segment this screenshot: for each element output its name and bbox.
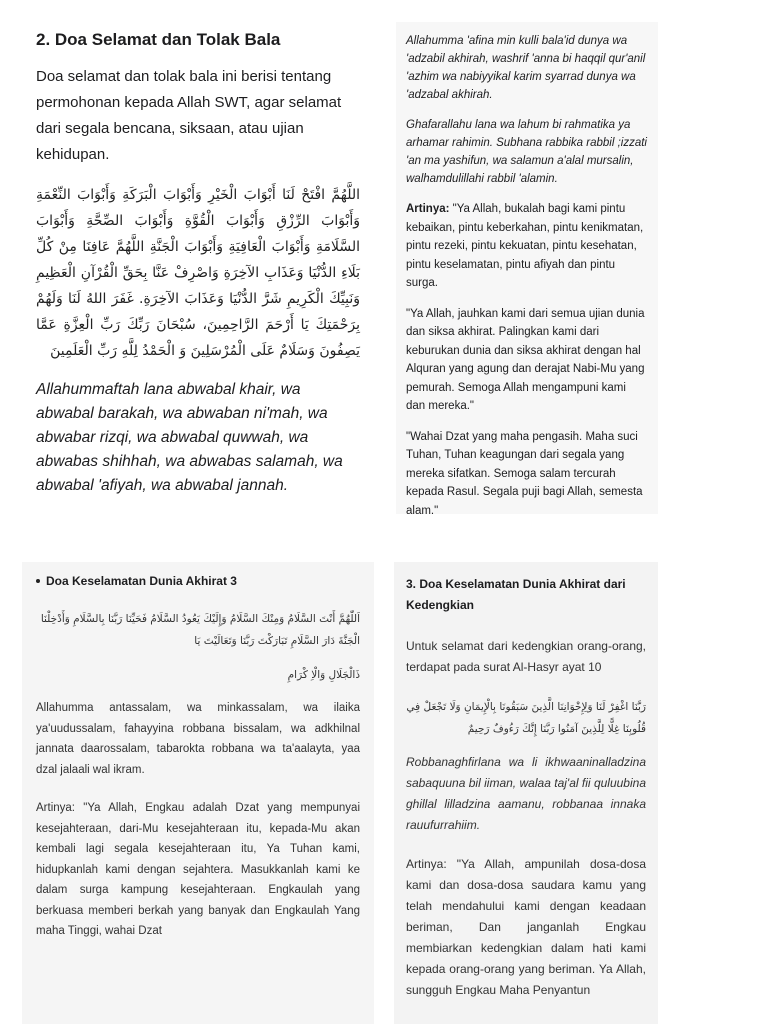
section-heading: 2. Doa Selamat dan Tolak Bala bbox=[36, 30, 281, 49]
meaning: Artinya: "Ya Allah, ampunilah dosa-dosa kami dan dosa-dosa saudara kamu yang telah mendahului kami dengan keadaan beriman, Dan janganlah Engkau membiarkan kedengkian dalam hati kami kepada orang-orang yang beriman. Ya Allah, sungguh Engkau Maha Penyantun bbox=[406, 857, 646, 997]
section-intro: Untuk selamat dari kedengkian orang-orang, terdapat pada surat Al-Hasyr ayat 10 bbox=[406, 639, 646, 674]
transliteration-part-2: Ghafarallahu lana wa lahum bi rahmatika ya arhamar rahimin. Subhana rabbika rabbil ;izzati 'an ma yashifun, wa salamun a'alal mursalin, walhamdulillahi rabbil 'alamin. bbox=[406, 119, 647, 185]
bullet-icon bbox=[36, 579, 40, 583]
section-heading: 3. Doa Keselamatan Dunia Akhirat dari Kedengkian bbox=[406, 577, 626, 612]
bullet-heading-text: Doa Keselamatan Dunia Akhirat 3 bbox=[46, 574, 237, 588]
meaning-text-1: "Ya Allah, bukalah bagi kami pintu kebaikan, pintu keberkahan, pintu kenikmatan, pintu rezeki, pintu kekuatan, pintu kesehatan, pintu keselamatan, pintu afiyah dan pintu surga. bbox=[406, 203, 644, 289]
arabic-prayer: اَللّٰهُمَّ أَنْتَ السَّلَامُ وَمِنْكَ السَّلَامُ وَإِلَيْكَ يَعُودُ السَّلَامُ فَحَيِّنَا رَبَّنَا بِالسَّلَامِ وَأَدْخِلْنَا الْجَنَّةَ دَارَ السَّلَامِ تَبَارَكْتَ رَبَّنَا وَتَعَالَيْتَ يَا bbox=[40, 613, 360, 647]
section-doa-selamat bbox=[22, 18, 374, 518]
arabic-prayer: رَبَّنَا اغْفِرْ لَنَا وَلِإِخْوَانِنَا الَّذِينَ سَبَقُونَا بِالْإِيمَانِ وَلَا تَجْعَلْ فِي قُلُوبِنَا غِلًّا لِلَّذِينَ آمَنُوا رَبَّنَا إِنَّكَ رَءُوفٌ رَحِيمٌ bbox=[406, 701, 646, 735]
meaning: Artinya: "Ya Allah, Engkau adalah Dzat yang mempunyai kesejahteraan, dari-Mu kesejahteraan itu, kepada-Mu akan kembali lagi segala kesejahteraan itu, Ya Tuhan kami, hidupkanlah kami dengan sejahtera. Masukkanlah kami ke dalam surga kampung kesejahteraan. Engkaulah yang berkuasa memberi berkah yang banyak dan Engkaulah Yang maha Tinggi, wahai Dzat bbox=[36, 802, 360, 937]
section-translation bbox=[396, 22, 658, 517]
transliteration: Robbanaghfirlana wa li ikhwaaninalladzina sabaquuna bil iiman, walaa taj'al fii quluubina ghillal lilladzina aamanu, robbanaa innaka rauufurrahiim. bbox=[406, 755, 646, 832]
meaning-paragraph-2: "Ya Allah, jauhkan kami dari semua ujian dunia dan siksa akhirat. Palingkan kami dari keburukan dunia dan siksa akhirat dengan hal Alquran yang agung dan derajat Nabi-Mu yang pemurah. Semoga Allah mengampuni kami dan mereka." bbox=[406, 307, 645, 412]
section-intro: Doa selamat dan tolak bala ini berisi tentang permohonan kepada Allah SWT, agar selamat dari segala bencana, siksaan, atau ujian kehidupan. bbox=[36, 68, 342, 163]
arabic-prayer-end: ذَالْجَلَالِ وَالْاِ كْرَامِ bbox=[287, 669, 360, 681]
transliteration: Allahumma antassalam, wa minkassalam, wa ilaika ya'uudussalam, fahayyina robbana bissalam, wa adkhilnal jannata daarossalam, tabarokta robbana wa ta'aalayta, yaa dzal jalaali wal ikram. bbox=[36, 702, 360, 776]
transliteration: Allahummaftah lana abwabal khair, wa abwabal barakah, wa abwaban ni'mah, wa abwabar rizqi, wa abwabal quwwah, wa abwabas shihhah, wa abwabas salamah, wa abwabal 'afiyah, wa abwabal jannah. bbox=[36, 381, 343, 494]
section-keselamatan-3 bbox=[22, 562, 374, 1024]
meaning-paragraph-3: "Wahai Dzat yang maha pengasih. Maha suci Tuhan, Tuhan keagungan dari segala yang mereka sifatkan. Semoga salam tercurah kepada Rasul. Segala puji bagi Allah, semesta alam." bbox=[406, 430, 643, 517]
meaning-paragraph-1 bbox=[406, 200, 648, 293]
arabic-prayer: اللَّهُمَّ افْتَحْ لَنَا أَبْوَابَ الْخَيْرِ وَأَبْوَابَ الْبَرَكَةِ وَأَبْوَابَ النِّعْمَةِ وَأَبْوَابَ الرِّزْقِ وَأَبْوَابَ الْقُوَّةِ وَأَبْوَابَ الصِّحَّةِ وَأَبْوَابَ السَّلَامَةِ وَأَبْوَابَ الْعَافِيَةِ وَأَبْوَابَ الْجَنَّةِ اللَّهُمَّ عَافِنَا مِنْ كُلِّ بَلَاءِ الدُّنْيَا وَعَذَابِ الآخِرَةِ وَاصْرِفْ عَنَّا بِحَقِّ الْقُرْآنِ الْعَظِيمِ وَنَبِيِّكَ الْكَرِيمِ شَرَّ الدُّنْيَا وَعَذَابَ الآخِرَةِ. غَفَرَ اللهُ لَنَا وَلَهُمْ بِرَحْمَتِكَ يَا أَرْحَمَ الرَّاحِمِينَ، سُبْحَانَ رَبِّكَ رَبِّ الْعِزَّةِ عَمَّا يَصِفُونَ وَسَلَامٌ عَلَى الْمُرْسَلِينَ وَ الْحَمْدُ لِلَّهِ رَبِّ الْعَلَمِينَ bbox=[36, 187, 360, 359]
bullet-heading bbox=[36, 574, 360, 588]
meaning-label: Artinya: bbox=[406, 203, 450, 215]
transliteration-part-1: Allahumma 'afina min kulli bala'id dunya wa 'adzabil akhirah, washrif 'anna bi haqqil qur'anil 'azhim wa nabiyyikal karim syarrad dunya wa 'adzabal akhirah. bbox=[406, 35, 646, 101]
section-keselamatan-kedengkian bbox=[394, 562, 658, 1024]
